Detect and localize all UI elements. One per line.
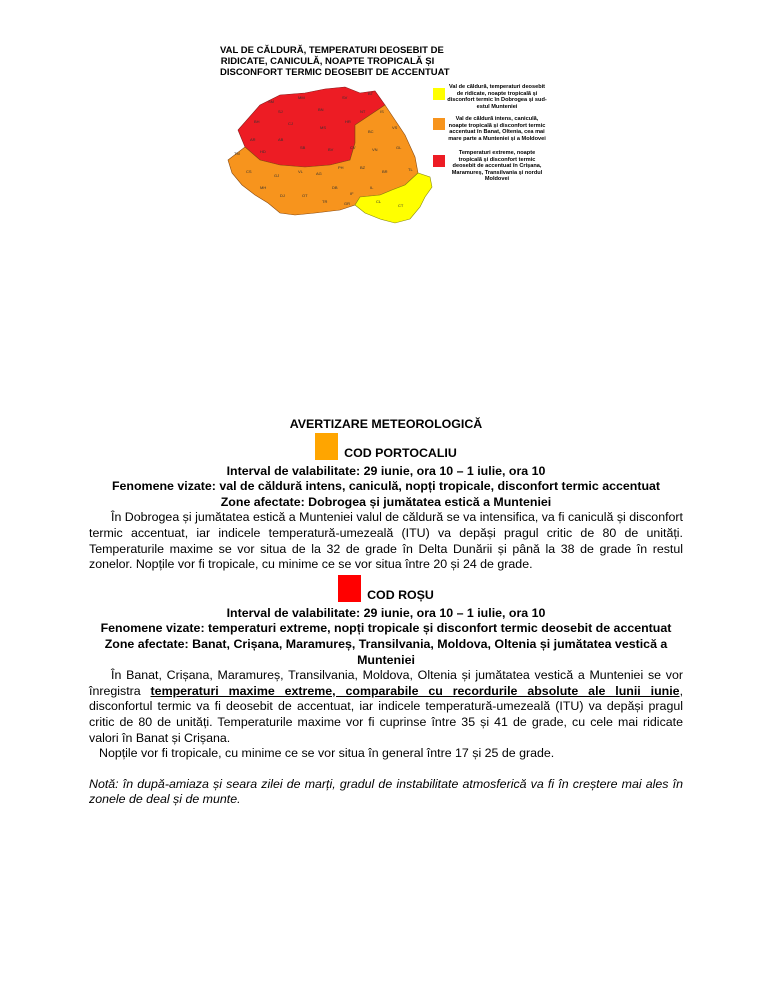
county-label: DB: [332, 185, 338, 190]
red-nights: Nopțile vor fi tropicale, cu minime ce se vor situa în general între 17 și 25 de grade.: [99, 746, 555, 761]
county-label: IL: [370, 185, 374, 190]
county-label: BT: [368, 91, 374, 96]
county-label: CL: [376, 199, 382, 204]
county-label: CS: [246, 169, 252, 174]
county-label: AG: [316, 171, 322, 176]
legend-line: de ridicate, noapte tropicală și: [456, 90, 538, 97]
county-label: CV: [350, 145, 356, 150]
county-label: NT: [360, 109, 366, 114]
county-label: BH: [254, 119, 260, 124]
county-label: HR: [345, 119, 351, 124]
legend-line: Moldovei: [484, 176, 510, 183]
red-body-pre: În Banat, Crișana, Maramureș, Transilvania, Moldova, Oltenia și jumătatea vestică a Munteniei se vor înregistra: [89, 668, 683, 698]
red-phenomena: Fenomene vizate: temperaturi extreme, nopți tropicale și disconfort termic deosebit de accentuat: [100, 621, 672, 636]
map-title-line: VAL DE CĂLDURĂ, TEMPERATURI DEOSEBIT DE: [220, 45, 444, 56]
legend-item-red: [432, 150, 562, 183]
county-label: IS: [380, 109, 384, 114]
county-label: SB: [300, 145, 306, 150]
note: Notă: în după-amiaza și seara zilei de marți, gradul de instabilitate atmosferică va fi în creștere mai ales în zonele de deal și de munte.: [89, 776, 683, 807]
map-title-line: DISCONFORT TERMIC DEOSEBIT DE ACCENTUAT: [220, 67, 450, 78]
orange-code-swatch: [315, 433, 338, 460]
red-code-swatch: [338, 575, 361, 602]
county-label: SV: [342, 95, 348, 100]
legend-line: Maramureș, Transilvania și nordul: [451, 169, 543, 176]
county-label: TL: [408, 167, 413, 172]
red-interval: Interval de valabilitate: 29 iunie, ora 10 – 1 iulie, ora 10: [226, 605, 546, 620]
county-label: CT: [398, 203, 404, 208]
county-label: VN: [372, 147, 378, 152]
legend-line: tropicală și disconfort termic: [458, 156, 536, 163]
legend-line: Temperaturi extreme, noapte: [458, 150, 536, 156]
county-label: MS: [320, 125, 326, 130]
county-label: IF: [350, 191, 354, 196]
map-title-line: RIDICATE, CANICULĂ, NOAPTE TROPICALĂ ȘI: [220, 56, 435, 67]
county-label: VL: [298, 169, 303, 174]
county-label: GR: [344, 201, 350, 206]
orange-code-label: COD PORTOCALIU: [344, 445, 457, 460]
legend-line: noapte tropicală și disconfort termic: [448, 122, 546, 129]
legend-line: disconfort termic în Dobrogea și sud-: [447, 97, 547, 104]
county-label: BV: [328, 147, 334, 152]
orange-phenomena: Fenomene vizate: val de căldură intens, caniculă, nopți tropicale, disconfort termic accentuat: [111, 479, 661, 494]
county-label: MM: [298, 95, 305, 100]
orange-code-header: [89, 433, 683, 460]
red-code-header: [89, 575, 683, 602]
county-label: AR: [250, 137, 256, 142]
county-label: BN: [318, 107, 324, 112]
county-label: BR: [382, 169, 388, 174]
red-body: [89, 668, 683, 746]
county-label: BZ: [360, 165, 366, 170]
romania-map: [220, 85, 435, 230]
map-title: [220, 45, 450, 78]
legend-line: Val de căldură, temperaturi deosebit: [448, 84, 546, 90]
legend-item-yellow: [432, 84, 562, 110]
county-label: MH: [260, 185, 267, 190]
county-label: AB: [278, 137, 284, 142]
legend-line: deosebit de accentuat în Crișana,: [452, 163, 542, 170]
legend-line: mare parte a Munteniei și a Moldovei: [448, 135, 546, 142]
warning-document: [89, 417, 683, 808]
orange-interval: Interval de valabilitate: 29 iunie, ora 10 – 1 iulie, ora 10: [226, 463, 546, 478]
orange-body: În Dobrogea și jumătatea estică a Munteniei valul de căldură se va intensifica, va fi caniculă și disconfort termic accentuat, iar indicele temperatură-umezeală (ITU) va depăși pragul critic de 80 de unități. Temperaturile maxime se vor situa de la 32 de grade în Delta Dunării și până la 38 de grade în restul zonelor. Nopțile vor fi tropicale, cu minime ce se vor situa între 20 și 24 de grade.: [89, 510, 683, 572]
county-label: SJ: [278, 109, 283, 114]
legend-line: Val de căldură intens, caniculă,: [455, 116, 539, 122]
county-label: TR: [322, 199, 328, 204]
red-body-post: , disconfortul termic va fi deosebit de accentuat, iar indicele temperatură-umezeală (ITU) va depăși pragul critic de 80 de unități. Temperaturile maxime vor fi cuprinse între 35 și 41 de grade, cu cele mai ridicate valori în Banat și Crișana.: [89, 683, 684, 745]
legend-item-orange: [432, 116, 562, 142]
county-label: HD: [260, 149, 266, 154]
orange-zones: Zone afectate: Dobrogea și jumătatea estică a Munteniei: [220, 494, 552, 509]
document-heading: AVERTIZARE METEOROLOGICĂ: [289, 417, 483, 431]
red-body-emphasis: temperaturi maxime extreme, comparabile cu recordurile absolute ale lunii iunie: [150, 683, 680, 698]
county-label: OT: [302, 193, 308, 198]
county-label: DJ: [280, 193, 285, 198]
county-label: SM: [268, 99, 274, 104]
county-label: CJ: [288, 121, 293, 126]
red-zones-line1: Zone afectate: Banat, Crișana, Maramureș, Transilvania, Moldova, Oltenia și jumătatea vestică a: [104, 636, 668, 651]
county-label: BC: [368, 129, 374, 134]
warning-map: [220, 40, 560, 230]
county-label: GJ: [274, 173, 280, 178]
red-code-label: COD ROȘU: [367, 587, 434, 602]
legend-line: accentuat în Banat, Oltenia, cea mai: [449, 129, 545, 136]
red-zones: [89, 637, 683, 668]
county-label: TM: [234, 151, 240, 156]
red-zones-line2: Munteniei: [357, 652, 415, 667]
legend-line: estul Munteniei: [476, 103, 518, 110]
county-label: VS: [392, 125, 398, 130]
county-label: GL: [396, 145, 402, 150]
county-label: PH: [338, 165, 344, 170]
